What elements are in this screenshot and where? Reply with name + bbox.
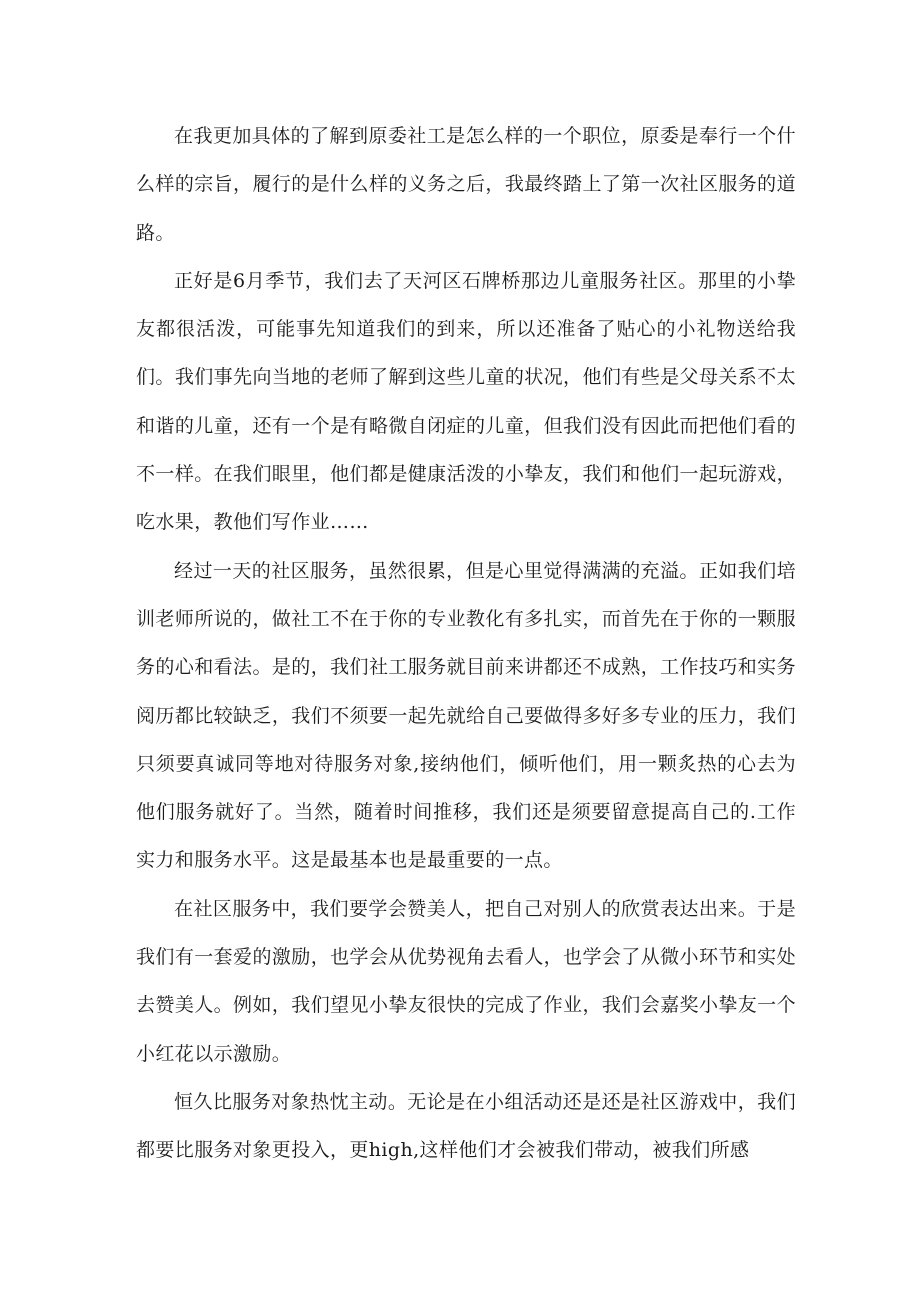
paragraph-1: 在我更加具体的了解到原委社工是怎么样的一个职位，原委是奉行一个什么样的宗旨，履行的是什么样的义务之后，我最终踏上了第一次社区服务的道路。 — [136, 125, 796, 244]
document-body — [136, 112, 796, 1175]
paragraph-3: 经过一天的社区服务，虽然很累，但是心里觉得满满的充溢。正如我们培训老师所说的，做社工不在于你的专业教化有多扎实，而首先在于你的一颗服务的心和看法。是的，我们社工服务就目前来讲都还不成熟，工作技巧和实务阅历都比较缺乏，我们不须要一起先就给自己要做得多好多专业的压力，我们只须要真诚同等地对待服务对象,接纳他们，倾听他们，用一颗炙热的心去为他们服务就好了。当然，随着时间推移，我们还是须要留意提高自己的.工作实力和服务水平。这是最基本也是最重要的一点。 — [136, 559, 796, 872]
paragraph-4: 在社区服务中，我们要学会赞美人，把自己对别人的欣赏表达出来。于是我们有一套爱的激励，也学会从优势视角去看人，也学会了从微小环节和实处去赞美人。例如，我们望见小挚友很快的完成了作业，我们会嘉奖小挚友一个小红花以示激励。 — [136, 897, 796, 1065]
paragraph-5: 恒久比服务对象热忱主动。无论是在小组活动还是还是社区游戏中，我们都要比服务对象更投入，更high,这样他们才会被我们带动，被我们所感 — [136, 1090, 796, 1162]
paragraph-2: 正好是6月季节，我们去了天河区石牌桥那边儿童服务社区。那里的小挚友都很活泼，可能事先知道我们的到来，所以还准备了贴心的小礼物送给我们。我们事先向当地的老师了解到这些儿童的状况，他们有些是父母关系不太和谐的儿童，还有一个是有略微自闭症的儿童，但我们没有因此而把他们看的不一样。在我们眼里，他们都是健康活泼的小挚友，我们和他们一起玩游戏，吃水果，教他们写作业…… — [136, 269, 796, 534]
